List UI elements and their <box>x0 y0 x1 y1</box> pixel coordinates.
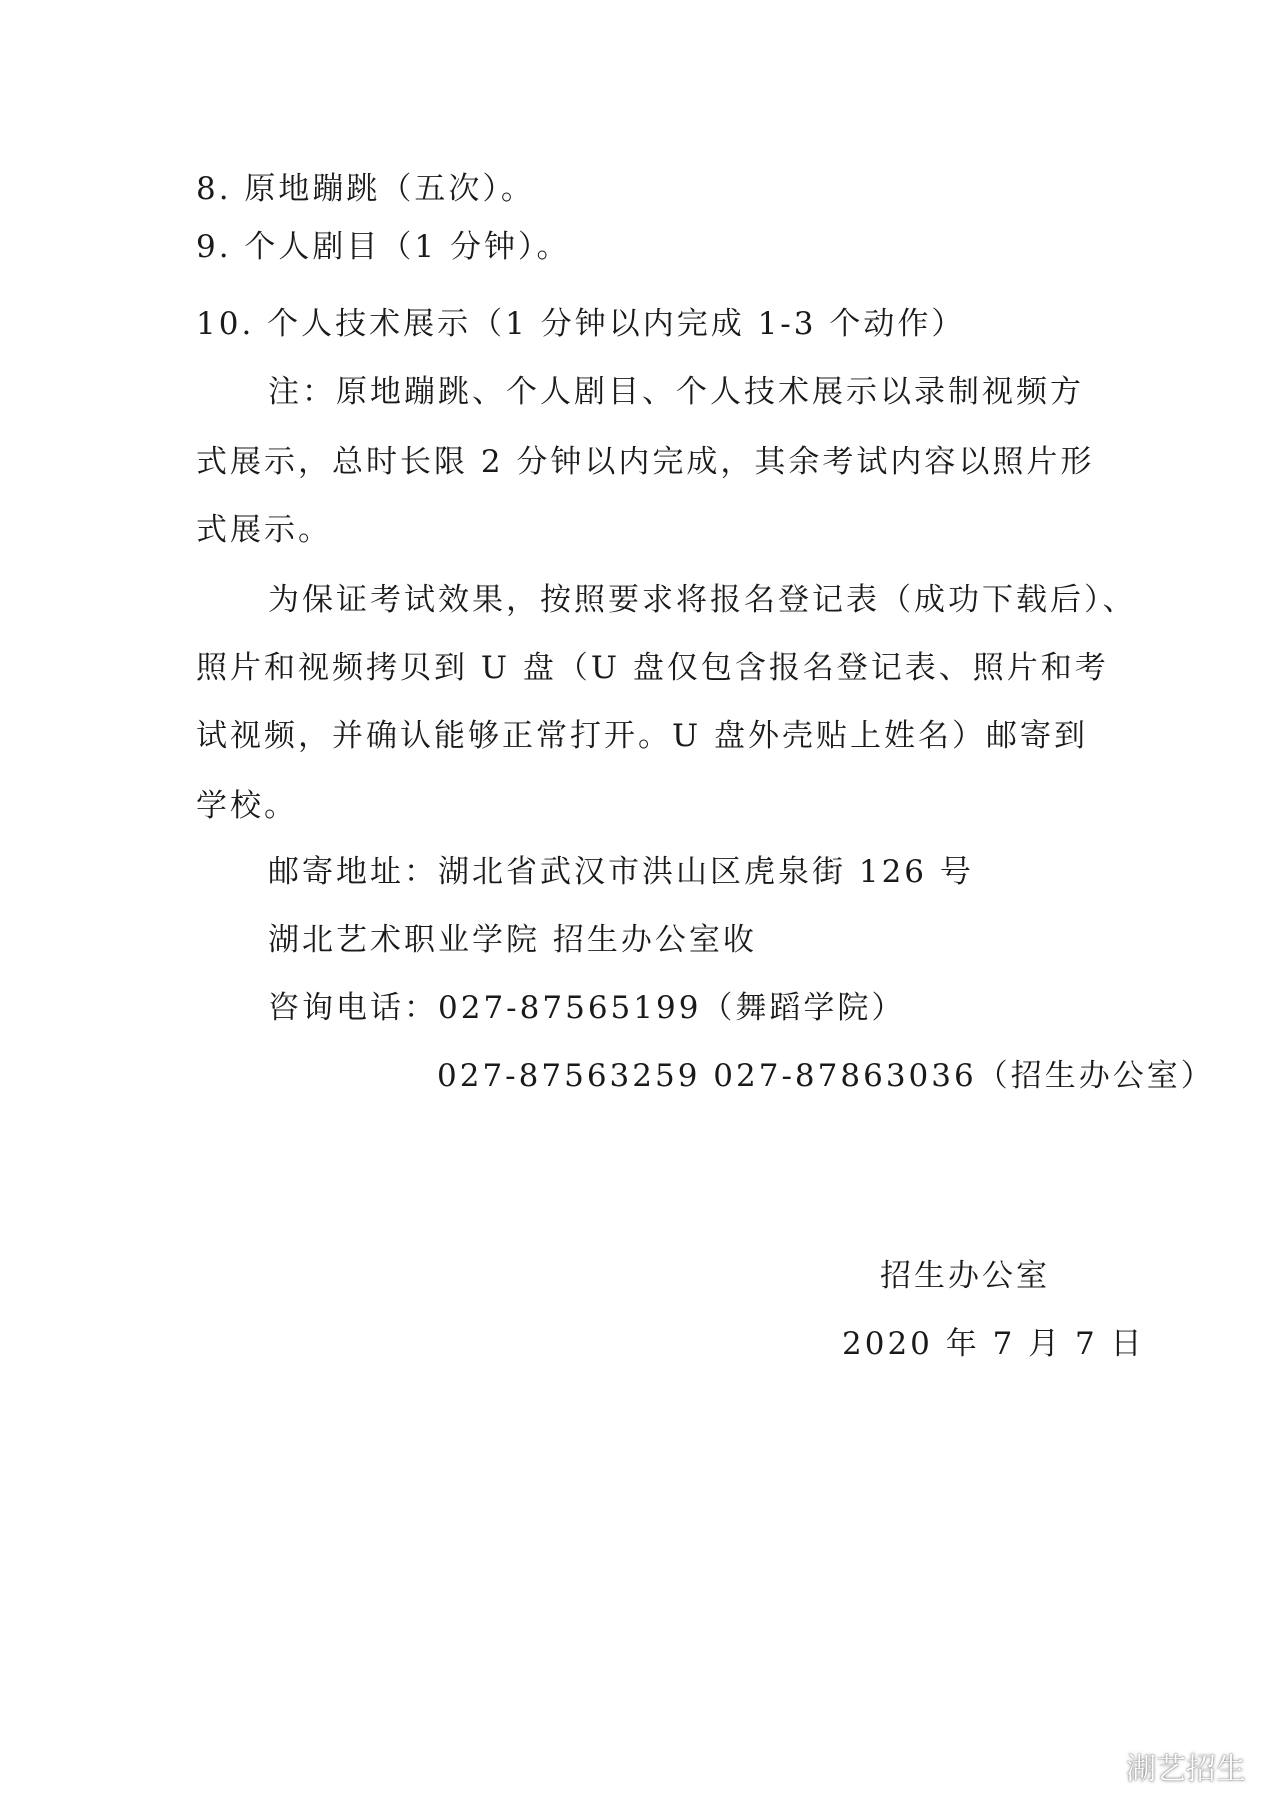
note-line-1: 注：原地蹦跳、个人剧目、个人技术展示以录制视频方 <box>268 374 1084 410</box>
list-item-10: 10. 个人技术展示（1 分钟以内完成 1-3 个动作） <box>196 306 966 342</box>
wechat-icon <box>1080 1749 1120 1783</box>
watermark <box>1080 1744 1246 1788</box>
watermark-text: 湖艺招生 <box>1126 1752 1246 1787</box>
list-item-9: 9. 个人剧目（1 分钟）。 <box>196 229 571 265</box>
phone-line-2: 027-87563259 027-87863036（招生办公室） <box>437 1058 1215 1094</box>
paragraph-line-2: 照片和视频拷贝到 U 盘（U 盘仅包含报名登记表、照片和考 <box>196 650 1109 686</box>
phone-line-1: 咨询电话：027-87565199（舞蹈学院） <box>268 990 906 1026</box>
note-line-3: 式展示。 <box>196 512 332 548</box>
paragraph-line-3: 试视频，并确认能够正常打开。U 盘外壳贴上姓名）邮寄到 <box>196 718 1088 754</box>
date: 2020 年 7 月 7 日 <box>842 1326 1145 1362</box>
signature: 招生办公室 <box>880 1258 1050 1294</box>
paragraph-line-4: 学校。 <box>196 788 298 824</box>
list-item-8: 8. 原地蹦跳（五次）。 <box>196 171 535 207</box>
paragraph-line-1: 为保证考试效果，按照要求将报名登记表（成功下载后）、 <box>268 582 1137 618</box>
mailing-address: 邮寄地址：湖北省武汉市洪山区虎泉街 126 号 <box>268 854 974 890</box>
recipient: 湖北艺术职业学院 招生办公室收 <box>268 922 757 958</box>
note-line-2: 式展示，总时长限 2 分钟以内完成，其余考试内容以照片形 <box>196 444 1095 480</box>
